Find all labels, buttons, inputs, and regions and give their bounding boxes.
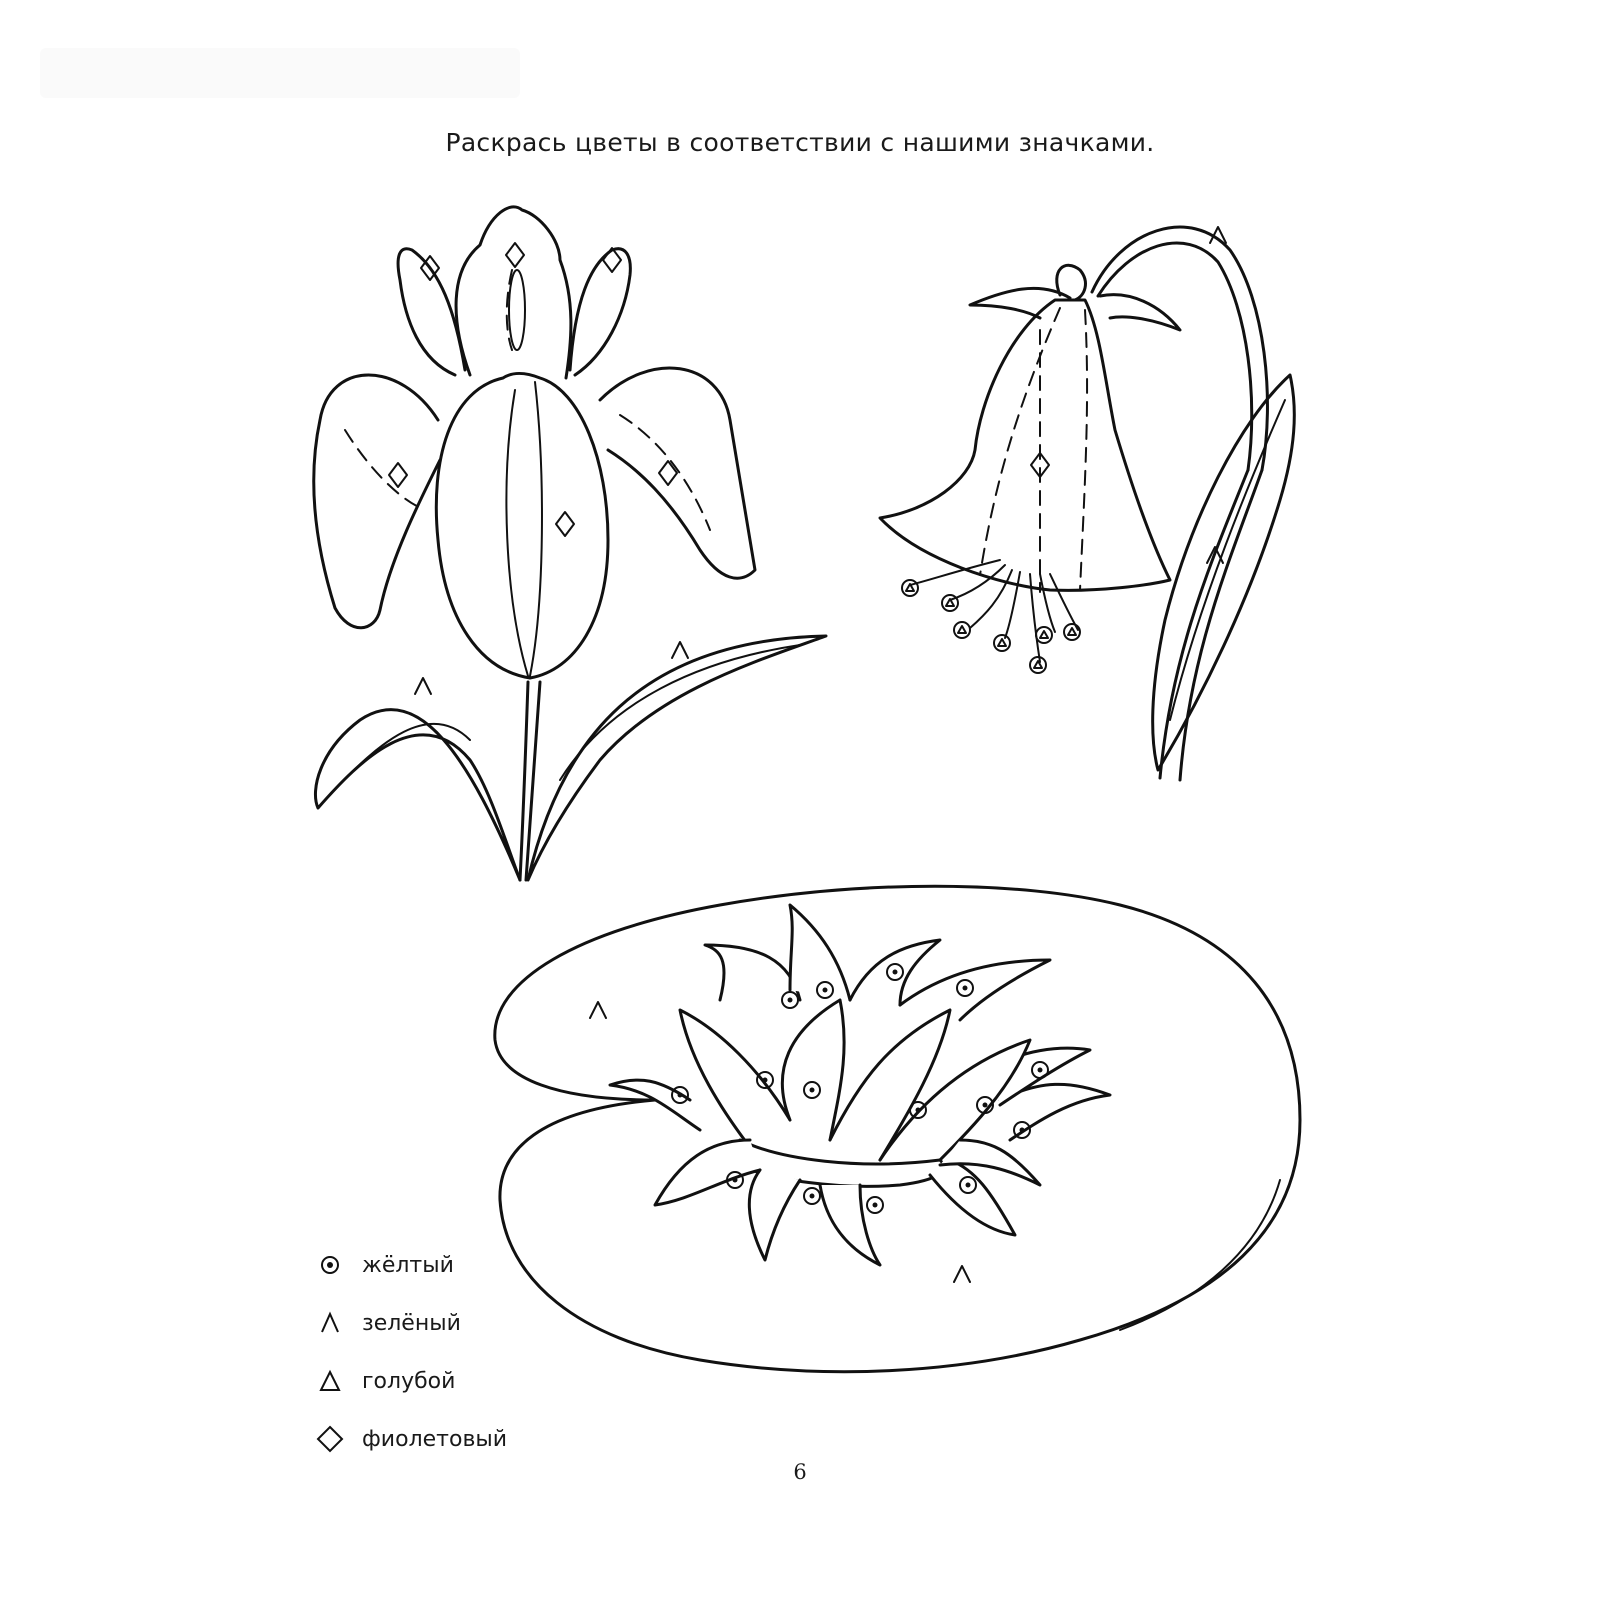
water-lily: [495, 886, 1300, 1371]
bellflower: [880, 227, 1294, 780]
legend-label: жёлтый: [362, 1252, 454, 1278]
legend-item-yellow: [316, 1236, 507, 1294]
legend-label: голубой: [362, 1368, 456, 1394]
legend-label: фиолетовый: [362, 1426, 508, 1452]
triangle-icon: [316, 1367, 344, 1395]
page-number: 6: [793, 1460, 807, 1484]
iris-flower: [314, 207, 826, 880]
caret-icon: [316, 1309, 344, 1337]
color-legend: [316, 1236, 507, 1468]
instruction-text: Раскрась цветы в соответствии с нашими значками.: [445, 128, 1155, 157]
legend-item-green: [316, 1294, 507, 1352]
legend-item-light-blue: [316, 1352, 507, 1410]
dot-circle-icon: [316, 1251, 344, 1279]
legend-label: зелёный: [362, 1310, 461, 1336]
diamond-icon: [316, 1425, 344, 1453]
